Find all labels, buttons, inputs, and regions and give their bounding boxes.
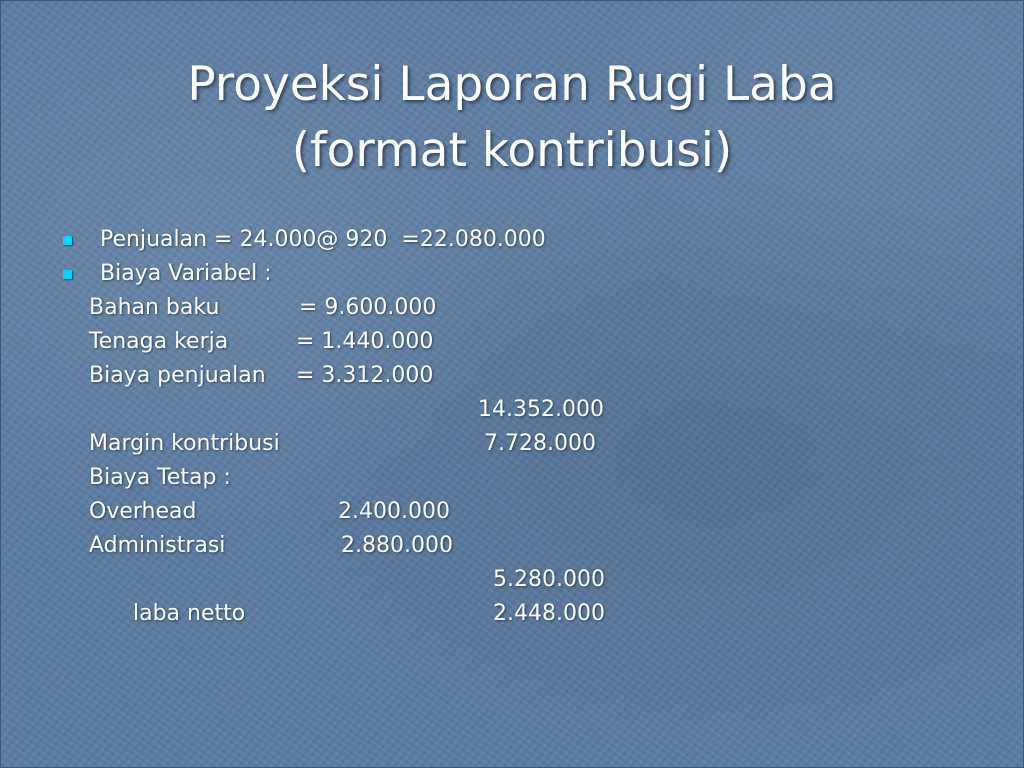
net-profit-value: 2.448.000 bbox=[493, 601, 605, 626]
fixed-cost-value: 2.880.000 bbox=[341, 533, 453, 558]
net-profit-label: laba netto bbox=[133, 601, 246, 626]
title-line-2: (format kontribusi) bbox=[291, 123, 733, 178]
variable-cost-value: = 1.440.000 bbox=[296, 329, 434, 354]
variable-cost-value: = 3.312.000 bbox=[296, 363, 434, 388]
bullet-sales: Penjualan = 24.000@ 920 =22.080.000 bbox=[100, 227, 546, 252]
fixed-cost-label: Overhead bbox=[89, 499, 197, 524]
variable-cost-label: Tenaga kerja bbox=[89, 329, 229, 354]
variable-cost-label: Bahan baku bbox=[89, 295, 220, 320]
fixed-cost-value: 2.400.000 bbox=[338, 499, 450, 524]
variable-total: 14.352.000 bbox=[478, 397, 604, 422]
contribution-margin-value: 7.728.000 bbox=[484, 431, 596, 456]
bullet-variable-costs: Biaya Variabel : bbox=[100, 261, 272, 286]
variable-cost-label: Biaya penjualan bbox=[89, 363, 266, 388]
variable-cost-value: = 9.600.000 bbox=[299, 295, 437, 320]
contribution-margin-label: Margin kontribusi bbox=[89, 431, 280, 456]
fixed-costs-heading: Biaya Tetap : bbox=[89, 465, 231, 490]
fixed-cost-label: Administrasi bbox=[89, 533, 226, 558]
fixed-total: 5.280.000 bbox=[493, 567, 605, 592]
title-line-1: Proyeksi Laporan Rugi Laba bbox=[187, 57, 837, 112]
bullet-square-icon bbox=[63, 270, 72, 279]
bullet-square-icon bbox=[63, 236, 72, 245]
